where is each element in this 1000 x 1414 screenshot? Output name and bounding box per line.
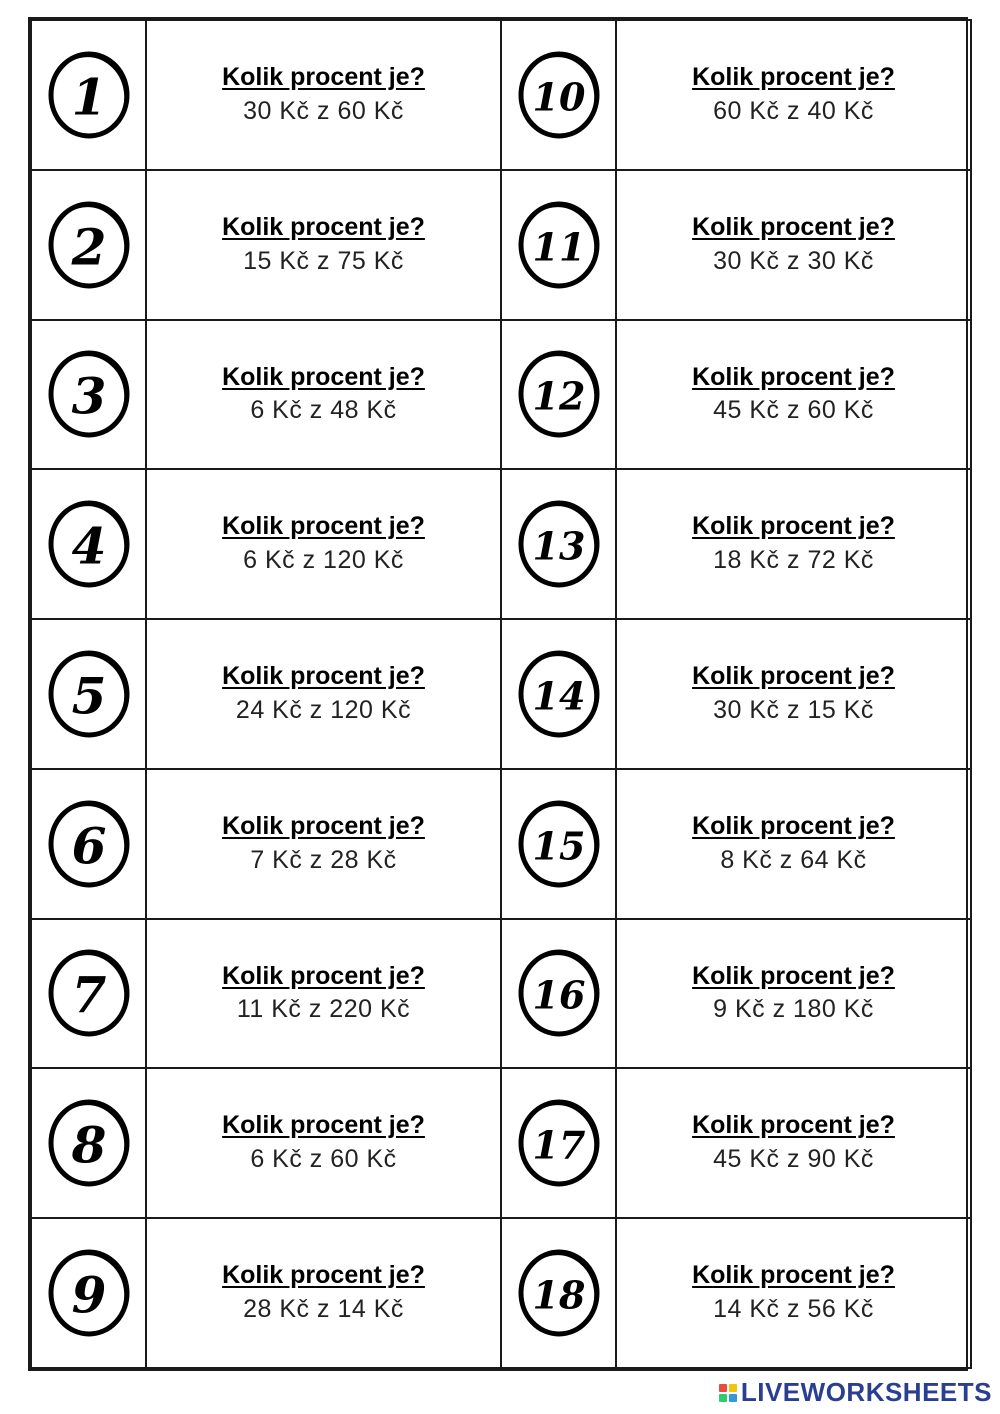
question-prompt: Kolik procent je? xyxy=(692,811,895,840)
question-prompt: Kolik procent je? xyxy=(222,63,425,92)
number-circle-icon xyxy=(43,646,135,742)
question-expression: 6 Kč z 120 Kč xyxy=(243,546,404,575)
question-expression: 30 Kč z 60 Kč xyxy=(243,96,404,125)
table-row xyxy=(31,170,971,320)
question-prompt: Kolik procent je? xyxy=(222,811,425,840)
number-circle-icon xyxy=(43,796,135,892)
circled-number-badge xyxy=(502,620,615,768)
circled-number-badge xyxy=(502,1219,615,1367)
circled-number-badge xyxy=(32,171,145,319)
number-circle-icon xyxy=(513,945,605,1041)
number-cell xyxy=(501,769,616,919)
number-cell xyxy=(31,1068,146,1218)
number-cell xyxy=(501,170,616,320)
question-prompt: Kolik procent je? xyxy=(222,1111,425,1140)
question-cell xyxy=(616,469,971,619)
question-expression: 14 Kč z 56 Kč xyxy=(713,1295,874,1324)
question-cell xyxy=(146,1218,501,1368)
question-expression: 7 Kč z 28 Kč xyxy=(250,845,397,874)
question-cell xyxy=(616,1218,971,1368)
table-row xyxy=(31,619,971,769)
question-number: 12 xyxy=(532,373,585,419)
table-row xyxy=(31,20,971,170)
question-cell xyxy=(616,20,971,170)
liveworksheets-logo xyxy=(719,1377,992,1408)
circled-number-badge xyxy=(502,321,615,469)
circled-number-badge xyxy=(32,770,145,918)
number-cell xyxy=(31,170,146,320)
number-cell xyxy=(501,469,616,619)
table-row xyxy=(31,469,971,619)
logo-blocks-icon xyxy=(719,1384,737,1402)
circled-number-badge xyxy=(32,620,145,768)
question-prompt: Kolik procent je? xyxy=(692,63,895,92)
question-number: 17 xyxy=(532,1122,585,1168)
question-prompt: Kolik procent je? xyxy=(222,961,425,990)
question-number: 16 xyxy=(532,972,585,1018)
number-cell xyxy=(501,320,616,470)
question-number: 4 xyxy=(71,516,106,576)
number-circle-icon xyxy=(43,1245,135,1341)
question-number: 13 xyxy=(532,523,585,569)
number-circle-icon xyxy=(43,496,135,592)
question-cell xyxy=(616,619,971,769)
circled-number-badge xyxy=(502,770,615,918)
question-cell xyxy=(146,170,501,320)
question-prompt: Kolik procent je? xyxy=(692,1111,895,1140)
circled-number-badge xyxy=(502,1069,615,1217)
number-cell xyxy=(501,919,616,1069)
number-circle-icon xyxy=(43,197,135,293)
question-expression: 6 Kč z 48 Kč xyxy=(250,396,397,425)
number-cell xyxy=(31,469,146,619)
question-cell xyxy=(616,170,971,320)
circled-number-badge xyxy=(32,21,145,169)
question-number: 3 xyxy=(71,366,106,426)
circled-number-badge xyxy=(502,21,615,169)
question-number: 14 xyxy=(532,673,585,719)
question-prompt: Kolik procent je? xyxy=(222,362,425,391)
question-cell xyxy=(146,1068,501,1218)
question-prompt: Kolik procent je? xyxy=(692,961,895,990)
question-number: 2 xyxy=(71,217,106,277)
question-cell xyxy=(146,769,501,919)
circled-number-badge xyxy=(32,321,145,469)
question-number: 9 xyxy=(71,1265,106,1325)
number-circle-icon xyxy=(513,1245,605,1341)
circled-number-badge xyxy=(502,171,615,319)
number-circle-icon xyxy=(513,646,605,742)
question-prompt: Kolik procent je? xyxy=(692,362,895,391)
number-cell xyxy=(31,1218,146,1368)
table-row xyxy=(31,1068,971,1218)
question-cell xyxy=(146,20,501,170)
question-number: 6 xyxy=(71,816,106,876)
question-prompt: Kolik procent je? xyxy=(692,662,895,691)
question-expression: 24 Kč z 120 Kč xyxy=(235,695,412,724)
question-prompt: Kolik procent je? xyxy=(222,212,425,241)
number-cell xyxy=(31,619,146,769)
number-cell xyxy=(31,769,146,919)
number-cell xyxy=(501,1218,616,1368)
question-cell xyxy=(146,320,501,470)
question-expression: 11 Kč z 220 Kč xyxy=(236,995,411,1024)
question-cell xyxy=(616,919,971,1069)
number-circle-icon xyxy=(513,796,605,892)
question-cell xyxy=(616,1068,971,1218)
question-expression: 45 Kč z 90 Kč xyxy=(713,1145,874,1174)
question-grid xyxy=(30,19,972,1369)
number-cell xyxy=(501,1068,616,1218)
number-cell xyxy=(31,919,146,1069)
number-cell xyxy=(501,20,616,170)
question-prompt: Kolik procent je? xyxy=(222,662,425,691)
question-prompt: Kolik procent je? xyxy=(222,512,425,541)
number-circle-icon xyxy=(43,346,135,442)
number-circle-icon xyxy=(513,197,605,293)
number-circle-icon xyxy=(513,47,605,143)
worksheet-sheet xyxy=(28,17,968,1371)
number-cell xyxy=(31,20,146,170)
table-row xyxy=(31,769,971,919)
question-expression: 30 Kč z 15 Kč xyxy=(713,695,874,724)
table-row xyxy=(31,919,971,1069)
question-expression: 18 Kč z 72 Kč xyxy=(713,546,874,575)
question-number: 10 xyxy=(532,74,585,120)
number-cell xyxy=(31,320,146,470)
question-expression: 30 Kč z 30 Kč xyxy=(713,246,874,275)
brand-name: LIVEWORKSHEETS xyxy=(740,1377,992,1407)
question-number: 15 xyxy=(532,823,585,869)
question-cell xyxy=(146,469,501,619)
question-prompt: Kolik procent je? xyxy=(222,1261,425,1290)
question-expression: 60 Kč z 40 Kč xyxy=(713,96,874,125)
question-cell xyxy=(616,320,971,470)
question-prompt: Kolik procent je? xyxy=(692,512,895,541)
question-cell xyxy=(146,619,501,769)
circled-number-badge xyxy=(32,470,145,618)
question-expression: 15 Kč z 75 Kč xyxy=(243,246,404,275)
question-expression: 8 Kč z 64 Kč xyxy=(720,845,867,874)
number-circle-icon xyxy=(513,496,605,592)
number-circle-icon xyxy=(513,1095,605,1191)
question-expression: 6 Kč z 60 Kč xyxy=(250,1145,397,1174)
table-row xyxy=(31,1218,971,1368)
number-circle-icon xyxy=(43,47,135,143)
number-circle-icon xyxy=(43,1095,135,1191)
number-cell xyxy=(501,619,616,769)
question-number: 7 xyxy=(71,965,106,1025)
question-number: 18 xyxy=(532,1272,585,1318)
circled-number-badge xyxy=(502,470,615,618)
question-number: 11 xyxy=(532,224,585,270)
question-number: 8 xyxy=(71,1115,106,1175)
number-circle-icon xyxy=(513,346,605,442)
number-circle-icon xyxy=(43,945,135,1041)
question-number: 1 xyxy=(71,67,106,127)
question-expression: 45 Kč z 60 Kč xyxy=(713,396,874,425)
question-cell xyxy=(616,769,971,919)
table-row xyxy=(31,320,971,470)
circled-number-badge xyxy=(32,1219,145,1367)
question-prompt: Kolik procent je? xyxy=(692,1261,895,1290)
question-cell xyxy=(146,919,501,1069)
question-expression: 28 Kč z 14 Kč xyxy=(243,1295,404,1324)
circled-number-badge xyxy=(32,1069,145,1217)
circled-number-badge xyxy=(502,920,615,1068)
circled-number-badge xyxy=(32,920,145,1068)
question-expression: 9 Kč z 180 Kč xyxy=(713,995,874,1024)
question-prompt: Kolik procent je? xyxy=(692,212,895,241)
question-number: 5 xyxy=(71,666,106,726)
